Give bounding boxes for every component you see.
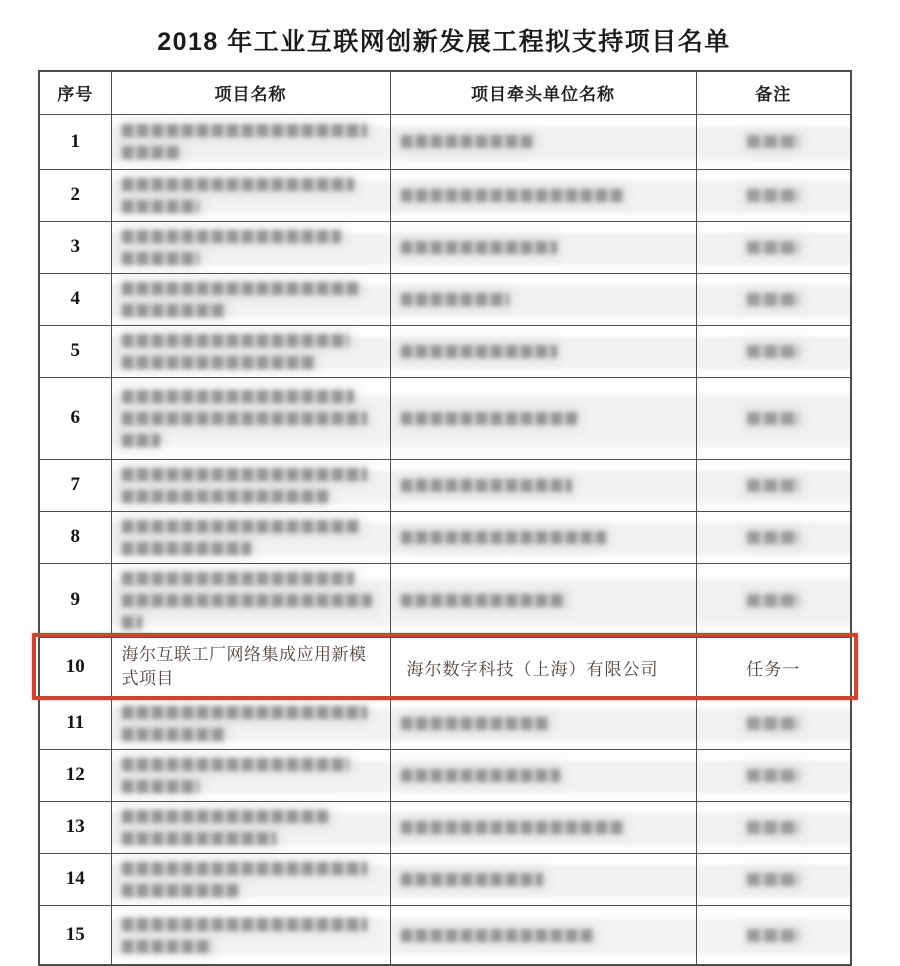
table-row <box>39 377 851 459</box>
index-cell: 14 <box>39 853 111 905</box>
project-name-cell <box>111 114 390 169</box>
redacted-text-bar <box>122 520 359 533</box>
project-name-cell: 海尔互联工厂网络集成应用新模式项目 <box>111 637 390 697</box>
table-row <box>39 325 851 377</box>
table-row <box>39 169 851 221</box>
table-row <box>39 459 851 511</box>
index-cell: 11 <box>39 697 111 749</box>
remark-cell <box>696 749 851 801</box>
index-cell: 15 <box>39 905 111 965</box>
redacted-text-bar <box>747 873 799 886</box>
redacted-text-bar <box>747 479 799 492</box>
project-name-cell <box>111 749 390 801</box>
col-header-lead-unit: 项目牵头单位名称 <box>390 71 696 114</box>
lead-unit-cell <box>390 273 696 325</box>
index-cell: 13 <box>39 801 111 853</box>
header-row <box>39 71 851 114</box>
remark-cell <box>696 325 851 377</box>
remark-cell <box>696 169 851 221</box>
redacted-text-bar <box>747 241 799 254</box>
redacted-text-bar <box>122 434 161 447</box>
redacted-text-bar <box>747 293 799 306</box>
lead-unit-cell <box>390 853 696 905</box>
project-name-cell <box>111 905 390 965</box>
remark-cell <box>696 114 851 169</box>
redacted-text-bar <box>122 230 341 243</box>
redacted-text-bar <box>401 717 549 730</box>
redacted-text-bar <box>122 940 212 953</box>
index-cell: 5 <box>39 325 111 377</box>
redacted-text-bar <box>122 356 316 369</box>
redacted-text-bar <box>122 282 359 295</box>
index-cell: 9 <box>39 563 111 637</box>
redacted-text-bar <box>747 769 799 782</box>
project-name-cell <box>111 563 390 637</box>
redacted-text-bar <box>401 135 535 148</box>
redacted-text-bar <box>122 572 354 585</box>
remark-cell <box>696 511 851 563</box>
lead-unit-cell <box>390 905 696 965</box>
page-title: 2018 年工业互联网创新发展工程拟支持项目名单 <box>157 28 731 56</box>
project-name-cell <box>111 801 390 853</box>
redacted-text-bar <box>122 468 367 481</box>
lead-unit-cell <box>390 459 696 511</box>
redacted-text-bar <box>122 728 225 741</box>
table-row <box>39 905 851 965</box>
table-header <box>39 71 851 114</box>
lead-unit-cell <box>390 169 696 221</box>
redacted-text-bar <box>122 178 354 191</box>
index-cell: 1 <box>39 114 111 169</box>
project-name-cell <box>111 377 390 459</box>
redacted-text-bar <box>401 821 623 834</box>
project-name-cell <box>111 697 390 749</box>
redacted-text-bar <box>122 146 181 159</box>
col-header-project-name: 项目名称 <box>111 71 390 114</box>
redacted-text-bar <box>122 616 143 629</box>
table-row <box>39 511 851 563</box>
redacted-text-bar <box>122 412 367 425</box>
table-body <box>39 114 851 965</box>
table-row <box>39 697 851 749</box>
redacted-text-bar <box>122 200 199 213</box>
redacted-text-bar <box>747 412 799 425</box>
redacted-text-bar <box>122 252 199 265</box>
col-header-index: 序号 <box>39 71 111 114</box>
index-cell: 4 <box>39 273 111 325</box>
redacted-text-bar <box>401 345 558 358</box>
redacted-text-bar <box>401 769 561 782</box>
redacted-text-bar <box>122 706 367 719</box>
index-cell: 2 <box>39 169 111 221</box>
redacted-text-bar <box>401 929 595 942</box>
table-row <box>39 801 851 853</box>
redacted-text-bar <box>747 717 799 730</box>
redacted-text-bar <box>401 531 606 544</box>
lead-unit-cell <box>390 801 696 853</box>
redacted-text-bar <box>122 832 277 845</box>
col-header-remark: 备注 <box>696 71 851 114</box>
redacted-text-bar <box>401 412 578 425</box>
redacted-text-bar <box>122 304 225 317</box>
projects-table <box>38 70 852 966</box>
remark-cell: 任务一 <box>696 637 851 697</box>
remark-cell <box>696 273 851 325</box>
redacted-text-bar <box>401 241 558 254</box>
table-wrap <box>38 70 850 966</box>
index-cell: 10 <box>39 637 111 697</box>
lead-unit-cell: 海尔数字科技（上海）有限公司 <box>390 637 696 697</box>
lead-unit-cell <box>390 114 696 169</box>
project-name-cell <box>111 221 390 273</box>
remark-cell <box>696 221 851 273</box>
redacted-text-bar <box>401 873 544 886</box>
redacted-text-bar <box>122 390 354 403</box>
remark-cell <box>696 459 851 511</box>
table-row <box>39 563 851 637</box>
table-row <box>39 221 851 273</box>
lead-unit-cell <box>390 697 696 749</box>
lead-unit-cell <box>390 511 696 563</box>
redacted-text-bar <box>747 135 799 148</box>
index-cell: 6 <box>39 377 111 459</box>
redacted-text-bar <box>122 334 349 347</box>
table-row <box>39 114 851 169</box>
lead-unit-cell <box>390 221 696 273</box>
project-name-cell <box>111 325 390 377</box>
lead-unit-cell <box>390 377 696 459</box>
lead-unit-cell <box>390 749 696 801</box>
index-cell: 8 <box>39 511 111 563</box>
lead-unit-cell <box>390 325 696 377</box>
redacted-text-bar <box>401 189 623 202</box>
table-row <box>39 637 851 697</box>
remark-cell <box>696 905 851 965</box>
redacted-text-bar <box>747 594 799 607</box>
redacted-text-bar <box>747 531 799 544</box>
table-row <box>39 273 851 325</box>
redacted-text-bar <box>747 345 799 358</box>
lead-unit-cell <box>390 563 696 637</box>
redacted-text-bar <box>122 884 238 897</box>
project-name-cell <box>111 169 390 221</box>
redacted-text-bar <box>122 780 199 793</box>
index-cell: 12 <box>39 749 111 801</box>
index-cell: 3 <box>39 221 111 273</box>
redacted-text-bar <box>401 293 509 306</box>
remark-cell <box>696 801 851 853</box>
remark-cell <box>696 563 851 637</box>
project-name-cell <box>111 273 390 325</box>
redacted-text-bar <box>122 542 251 555</box>
redacted-text-bar <box>122 490 328 503</box>
redacted-text-bar <box>122 918 367 931</box>
redacted-text-bar <box>747 189 799 202</box>
table-row <box>39 749 851 801</box>
remark-cell <box>696 697 851 749</box>
redacted-text-bar <box>122 124 367 137</box>
redacted-text-bar <box>122 594 372 607</box>
redacted-text-bar <box>401 479 572 492</box>
remark-cell <box>696 853 851 905</box>
table-row <box>39 853 851 905</box>
project-name-cell <box>111 853 390 905</box>
redacted-text-bar <box>747 929 799 942</box>
project-name-cell <box>111 511 390 563</box>
project-name-cell <box>111 459 390 511</box>
index-cell: 7 <box>39 459 111 511</box>
remark-cell <box>696 377 851 459</box>
redacted-text-bar <box>122 810 328 823</box>
redacted-text-bar <box>401 594 566 607</box>
redacted-text-bar <box>747 821 799 834</box>
redacted-text-bar <box>122 862 367 875</box>
redacted-text-bar <box>122 758 349 771</box>
